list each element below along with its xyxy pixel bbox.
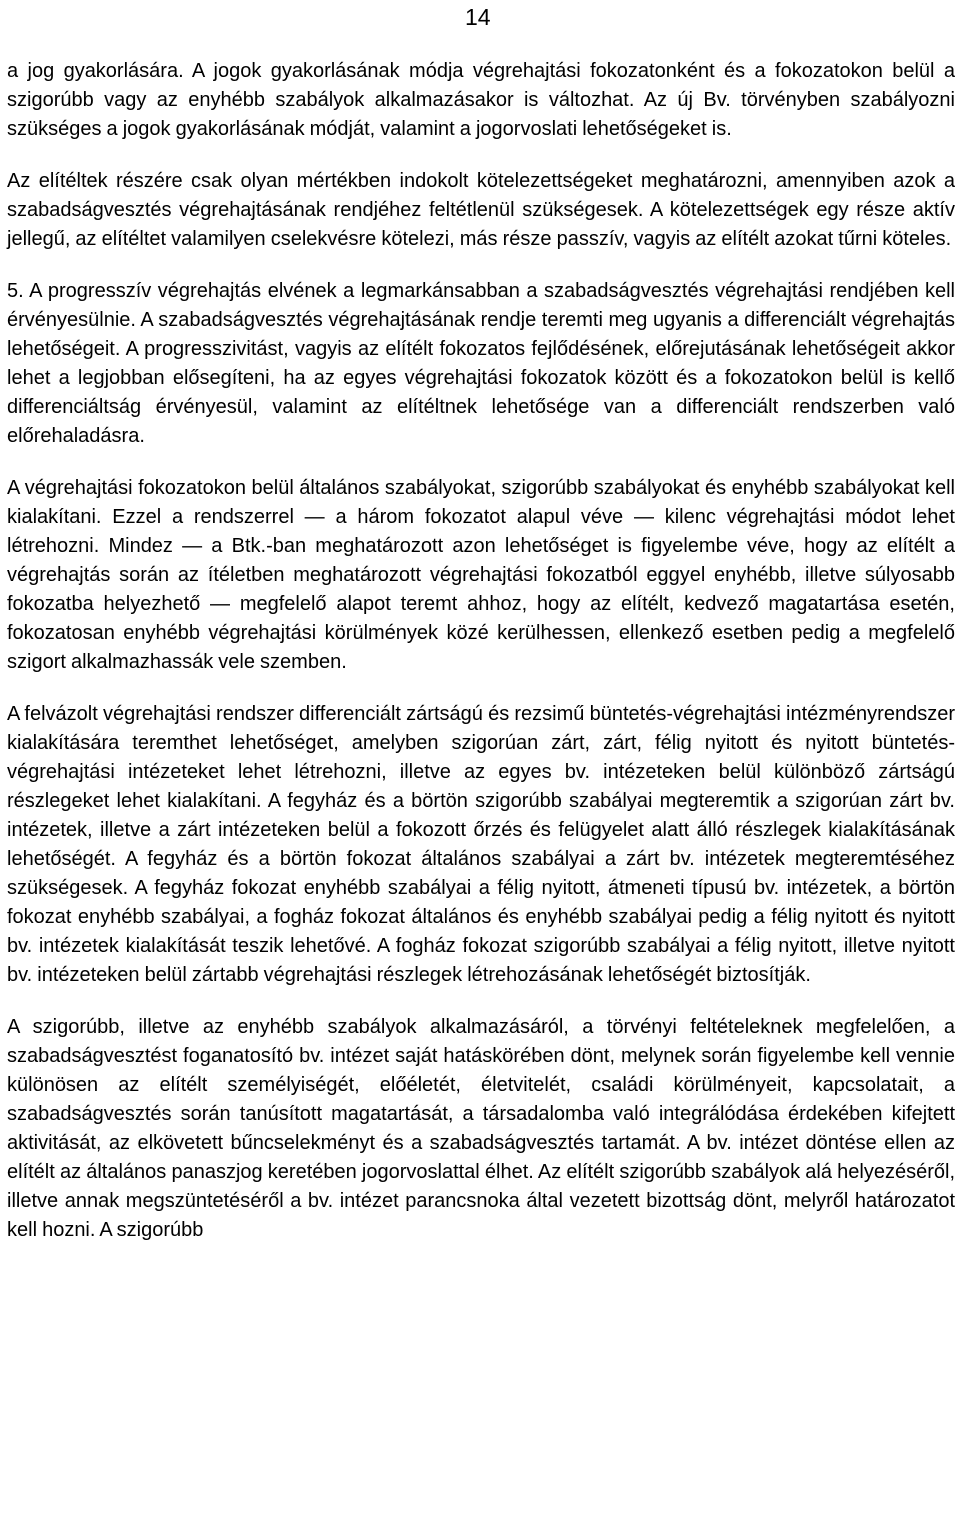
paragraph-4: A végrehajtási fokozatokon belül általános szabályokat, szigorúbb szabályokat és enyhébb szabályokat kell kialakítani. Ezzel a rendszerrel — a három fokozatot alapul véve — kilenc végrehajtási módot lehet létrehozni. Mindez — a Btk.-ban meghatározott azon lehetőséget is figyelembe véve, hogy az elítélt a végrehajtás során az ítéletben meghatározott végrehajtási fokozatból eggyel enyhébb, illetve súlyosabb fokozatba helyezhető — megfelelő alapot teremt ahhoz, hogy az elítélt, kedvező magatartása esetén, fokozatosan enyhébb végrehajtási körülmények közé kerülhessen, ellenkező esetben pedig a megfelelő szigort alkalmazhassák vele szemben. (7, 477, 955, 673)
page-number: 14 (465, 4, 491, 30)
paragraph-3: 5. A progresszív végrehajtás elvének a legmarkánsabban a szabadságvesztés végrehajtási rendjében kell érvényesülnie. A szabadságvesztés végrehajtásának rendje teremti meg ugyanis a differenciált végrehajtás lehetőségeit. A progresszivitást, vagyis az elítélt fokozatos fejlődésének, előrejutásának lehetőségeit akkor lehet a legjobban elősegíteni, ha az egyes végrehajtási fokozatok között és a fokozatokon belül is kellő differenciáltság érvényesül, valamint az elítéltnek lehetősége van a differenciált rendszerben való előrehaladásra. (7, 280, 955, 447)
paragraph-2: Az elítéltek részére csak olyan mértékben indokolt kötelezettségeket meghatározni, amennyiben azok a szabadságvesztés végrehajtásának rendjéhez feltétlenül szükségesek. A kötelezettségek egy része aktív jellegű, az elítéltet valamilyen cselekvésre kötelezi, más része passzív, vagyis az elítélt azokat tűrni köteles. (7, 170, 955, 250)
document-body (7, 57, 955, 1245)
paragraph-6: A szigorúbb, illetve az enyhébb szabályok alkalmazásáról, a törvényi feltételeknek megfelelően, a szabadságvesztést foganatosító bv. intézet saját hatáskörében dönt, melynek során figyelembe kell vennie különösen az elítélt személyiségét, előéletét, életvitelét, családi körülményeit, kapcsolatait, a szabadságvesztés során tanúsított magatartását, a társadalomba való integrálódása érdekében kifejtett aktivitását, az elkövetett bűncselekményt és a szabadságvesztés tartamát. A bv. intézet döntése ellen az elítélt az általános panaszjog keretében jogorvoslattal élhet. Az elítélt szigorúbb szabályok alá helyezéséről, illetve annak megszüntetéséről a bv. intézet parancsnoka által vezetett bizottság dönt, melyről határozatot kell hozni. A szigorúbb (7, 1016, 955, 1241)
paragraph-1: a jog gyakorlására. A jogok gyakorlásának módja végrehajtási fokozatonként és a fokozatokon belül a szigorúbb vagy az enyhébb szabályok alkalmazásakor is változhat. Az új Bv. törvényben szabályozni szükséges a jogok gyakorlásának módját, valamint a jogorvoslati lehetőségeket is. (7, 60, 955, 140)
paragraph-5: A felvázolt végrehajtási rendszer differenciált zártságú és rezsimű büntetés-végrehajtási intézményrendszer kialakítására teremthet lehetőséget, amelyben szigorúan zárt, zárt, félig nyitott és nyitott büntetés-végrehajtási intézeteket lehet létrehozni, illetve az egyes bv. intézeteken belül különböző zártságú részlegeket lehet kialakítani. A fegyház és a börtön szigorúbb szabályai megteremtik a szigorúan zárt bv. intézetek, illetve a zárt intézeteken belül a fokozott őrzés és felügyelet alatt álló részlegek kialakításának lehetőségét. A fegyház és a börtön fokozat általános szabályai a zárt bv. intézetek megteremtéséhez szükségesek. A fegyház fokozat enyhébb szabályai a félig nyitott, átmeneti típusú bv. intézetek, a börtön fokozat enyhébb szabályai, a fogház fokozat általános és enyhébb szabályai pedig a félig nyitott és nyitott bv. intézetek kialakítását teszik lehetővé. A fogház fokozat szigorúbb szabályai a félig nyitott, illetve nyitott bv. intézeteken belül zártabb végrehajtási részlegek létrehozásának lehetőségét biztosítják. (7, 703, 955, 986)
